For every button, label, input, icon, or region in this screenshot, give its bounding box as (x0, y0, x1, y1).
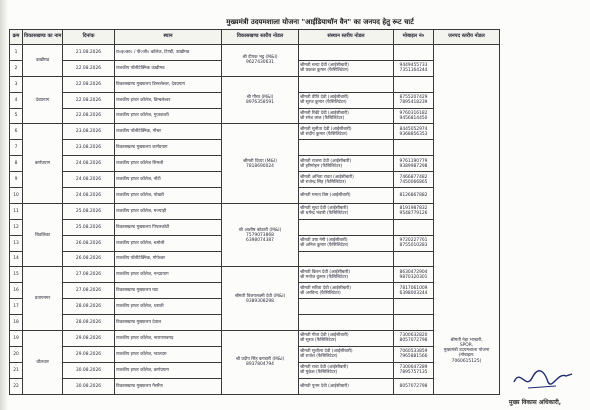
mobile-number: 8057072798 (399, 338, 428, 344)
block-nodal-line: 8976358591 (246, 100, 274, 106)
date-cell: 22.08.2026 (63, 92, 115, 108)
serial-cell: 6 (10, 124, 23, 140)
table-row (10, 267, 500, 283)
mobile-cell (394, 124, 434, 140)
location-cell: विकासखण्ड मुख्यालय घाट (115, 283, 222, 299)
mobile-cell (394, 235, 434, 251)
mobile-number: 8755010283 (399, 243, 428, 249)
header-cell: मोबाइल नं० (394, 30, 434, 45)
institute-nodal-line: श्री प्रकाश कुमार (फैसिलिटेटर) (300, 68, 349, 74)
mobile-cell (394, 203, 434, 219)
document-title: मुख्यमंत्री उदयमशाला योजना "आईडियाथॉन वैन" का जनपद हेतु रूट चार्ट (226, 18, 414, 26)
institute-nodal-cell (299, 140, 394, 156)
mobile-number: 7300647289 (399, 365, 428, 371)
location-cell: राजकीय इण्टर कॉलेज, थराली (115, 299, 222, 315)
institute-nodal-line: श्रीमती राजना देवी (आईसीबारी) (300, 158, 352, 164)
mobile-number: 8755207429 (399, 95, 428, 101)
serial-cell: 2 (10, 60, 23, 76)
location-cell: राजकीय इण्टर कॉलेज, कर्णप्रयाग (115, 362, 222, 378)
route-chart-table (9, 29, 500, 395)
institute-nodal-line: श्री राजेन्द्र सिंह (फैसिलिटेटर) (300, 179, 347, 185)
header-cell: दिनांक (63, 30, 115, 45)
location-cell: राजकीय इण्टर कॉलेज, पोखरी (115, 188, 222, 204)
mobile-cell (394, 76, 434, 92)
block-name-cell: देवप्रयाग (23, 76, 63, 124)
institute-nodal-cell (299, 124, 394, 140)
table-row (10, 331, 500, 347)
block-nodal-line: श्री प्रदीप सिंह कण्डारी (M&I) (235, 357, 285, 363)
mobile-cell (394, 156, 434, 172)
scan-edge-shadow (0, 0, 8, 410)
block-nodal-line: श्री आशीष कोठारी (M&I) (238, 227, 282, 233)
mobile-number: 7895418239 (399, 100, 428, 106)
mobile-number: 7466877482 (399, 174, 428, 180)
block-name-cell: थौलधार (23, 331, 63, 395)
mobile-number: 8191987832 (399, 206, 428, 212)
block-name-cell: कर्णप्रयाग (23, 124, 63, 203)
mobile-number: 8445052974 (399, 126, 428, 132)
mobile-cell (394, 267, 434, 283)
mobile-number: 7300632820 (399, 333, 428, 339)
block-nodal-line: 6398074387 (246, 237, 274, 243)
district-nodal-line: (मोबाइल: (458, 353, 475, 359)
block-nodal-cell (222, 331, 299, 395)
signatory-designation: मुख्य विकास अधिकारी, (508, 399, 562, 406)
block-nodal-cell (222, 267, 299, 331)
serial-cell: 21 (10, 362, 23, 378)
block-nodal-line: 9627430631 (246, 60, 274, 66)
block-nodal-cell (222, 203, 299, 267)
serial-cell: 12 (10, 219, 23, 235)
mobile-number: 9760316182 (399, 110, 428, 116)
date-cell: 21.08.2026 (63, 45, 115, 61)
mobile-cell (394, 251, 434, 267)
date-cell: 27.08.2026 (63, 283, 115, 299)
institute-nodal-cell (299, 156, 394, 172)
serial-cell: 17 (10, 299, 23, 315)
serial-cell: 16 (10, 283, 23, 299)
institute-nodal-cell (299, 45, 394, 61)
block-nodal-cell (222, 124, 299, 203)
block-nodal-line: श्रीमती दिव्या (M&I) (243, 158, 277, 164)
serial-cell: 4 (10, 92, 23, 108)
location-cell: राजकीय इण्टर कॉलेज, डिम्बलेश्वर (115, 92, 222, 108)
district-nodal-line: श्रीमती नेहा भण्डारी, (450, 338, 483, 344)
institute-nodal-cell (299, 172, 394, 188)
district-nodal-line: मुख्यमंत्री उदयमशाला योजना (443, 348, 490, 354)
mobile-cell (394, 331, 434, 347)
serial-cell: 15 (10, 267, 23, 283)
date-cell: 24.08.2026 (63, 156, 115, 172)
mobile-number: 7817061009 (399, 285, 428, 291)
institute-nodal-cell (299, 203, 394, 219)
mobile-cell (394, 219, 434, 235)
institute-nodal-line: श्रीमती सुधा देवी (आईसीबारी) (300, 206, 349, 212)
location-cell: रा०इ०का० / पी०जी० कॉलेज, टिण्डी, ऊखीमठ (115, 45, 222, 61)
institute-nodal-line: श्री राजेश (फैसिलिटेटर) (300, 354, 338, 360)
institute-nodal-cell (299, 92, 394, 108)
mobile-number: 8630472904 (399, 269, 428, 275)
header-cell: स्थान (115, 30, 222, 45)
mobile-number: 9368856353 (399, 131, 428, 137)
mobile-cell (394, 346, 434, 362)
mobile-number: 9548779126 (399, 211, 428, 217)
location-cell: राजकीय इण्टर कॉलेज, नारायणबगड़ (115, 331, 222, 347)
serial-cell: 5 (10, 108, 23, 124)
mobile-cell (394, 283, 434, 299)
block-name-cell: प्रतापनगर (23, 267, 63, 331)
block-nodal-line: श्री दीपक भट्ट (M&I) (242, 55, 278, 61)
date-cell: 29.08.2026 (63, 331, 115, 347)
location-cell: विकासखण्ड मुख्यालय पिपलकोटी (115, 219, 222, 235)
block-nodal-line: 8937804794 (246, 362, 274, 368)
mobile-cell (394, 299, 434, 315)
mobile-cell (394, 378, 434, 394)
institute-nodal-line: श्री सूरज कुमार (फैसिलिटेटर) (300, 100, 347, 106)
mobile-number: 9389987298 (399, 163, 428, 169)
institute-nodal-cell (299, 60, 394, 76)
block-nodal-cell (222, 45, 299, 77)
location-cell: विकासखण्ड मुख्यालय गैरसैंण (115, 378, 222, 394)
date-cell: 24.08.2026 (63, 188, 115, 204)
location-cell: राजकीय इण्टर कॉलेज, चमोली (115, 235, 222, 251)
district-nodal-cell (434, 45, 500, 395)
institute-nodal-line: श्रीमती अनिता रावत (आईसीबारी) (300, 174, 354, 180)
mobile-cell (394, 45, 434, 61)
district-nodal-line: 7060615125) (451, 358, 482, 364)
date-cell: 30.08.2026 (63, 362, 115, 378)
mobile-cell (394, 188, 434, 204)
mobile-number: 9720227761 (399, 238, 428, 244)
location-cell: राजकीय पॉलीटेक्निक, गोपेश्वर (115, 251, 222, 267)
location-cell: राजकीय इण्टर कॉलेज, गुप्तकाशी (115, 108, 222, 124)
serial-cell: 8 (10, 156, 23, 172)
date-cell: 26.08.2026 (63, 235, 115, 251)
location-cell: विकासखण्ड मुख्यालय डिम्बलेश्वर, देवप्रयाग (115, 76, 222, 92)
serial-cell: 1 (10, 45, 23, 61)
serial-cell: 13 (10, 235, 23, 251)
date-cell: 22.08.2026 (63, 60, 115, 76)
mobile-cell (394, 172, 434, 188)
institute-nodal-line: श्री मुकेश (फैसिलिटेटर) (300, 370, 338, 376)
date-cell: 27.08.2026 (63, 267, 115, 283)
institute-nodal-line: श्री अनिल कुमार (फैसिलिटेटर) (300, 243, 349, 249)
institute-nodal-cell (299, 235, 394, 251)
institute-nodal-line: श्रीमती सरिता देवी (आईसीबारी) (300, 285, 351, 291)
institute-nodal-line: श्रीमती सुशीला देवी (आईसीबारी) (300, 349, 353, 355)
date-cell: 22.08.2026 (63, 108, 115, 124)
date-cell: 29.08.2026 (63, 346, 115, 362)
block-nodal-line: 9389308298 (246, 298, 274, 304)
block-nodal-line: 7579073868 (246, 232, 274, 238)
header-cell: संस्थान स्तरीय नोडल (299, 30, 394, 45)
institute-nodal-cell (299, 76, 394, 92)
institute-nodal-cell (299, 346, 394, 362)
serial-cell: 20 (10, 346, 23, 362)
mobile-number: 7965881566 (399, 354, 428, 360)
institute-nodal-cell (299, 299, 394, 315)
mobile-number: 9870320301 (399, 274, 428, 280)
serial-cell: 22 (10, 378, 23, 394)
mobile-number: 8126867882 (399, 192, 428, 198)
serial-cell: 14 (10, 251, 23, 267)
date-cell: 23.08.2026 (63, 140, 115, 156)
serial-cell: 3 (10, 76, 23, 92)
serial-cell: 9 (10, 172, 23, 188)
institute-nodal-line: श्रीमती पूनम देवी (आईसीबारी) (300, 383, 349, 389)
mobile-number: 8057072798 (399, 383, 428, 389)
mobile-cell (394, 315, 434, 331)
location-cell: राजकीय इण्टर कॉलेज, नन्दप्रयाग (115, 267, 222, 283)
mobile-number: 7895757135 (399, 370, 428, 376)
date-cell: 23.08.2026 (63, 124, 115, 140)
institute-nodal-line: श्री रमेश लाल (फैसिलिटेटर) (300, 116, 345, 121)
location-cell: राजकीय इण्टर कॉलेज, ग्वालदम (115, 346, 222, 362)
header-cell: क्रम (10, 30, 23, 45)
block-nodal-line: 7818690024 (246, 163, 274, 169)
institute-nodal-line: श्रीमती प्रीति देवी (आईसीबारी) (300, 95, 349, 101)
date-cell: 25.08.2026 (63, 203, 115, 219)
mobile-number: 6398003244 (399, 290, 428, 296)
location-cell: विकासखण्ड मुख्यालय कर्णप्रयाग (115, 140, 222, 156)
header-cell: विकासखण्ड का नाम (23, 30, 63, 45)
date-cell: 28.08.2026 (63, 315, 115, 331)
table-row (10, 124, 500, 140)
institute-nodal-cell (299, 362, 394, 378)
institute-nodal-cell (299, 378, 394, 394)
institute-nodal-line: श्री सूरज (फैसिलिटेटर) (300, 338, 337, 344)
district-nodal-line: SPOR, (459, 343, 474, 349)
table-row (10, 203, 500, 219)
block-name-cell: चिडलिका (23, 203, 63, 267)
institute-nodal-cell (299, 315, 394, 331)
date-cell: 25.08.2026 (63, 219, 115, 235)
block-nodal-cell (222, 76, 299, 124)
serial-cell: 7 (10, 140, 23, 156)
institute-nodal-line: श्रीमती ममता बिष्ट (आईसीबारी) (300, 192, 351, 198)
mobile-number: 7060533859 (399, 349, 428, 355)
date-cell: 26.08.2026 (63, 251, 115, 267)
mobile-cell (394, 92, 434, 108)
serial-cell: 11 (10, 203, 23, 219)
location-cell: राजकीय पॉलीटेक्निक ऊखीमठ (115, 60, 222, 76)
block-name-cell: ऊखीमठ (23, 45, 63, 77)
institute-nodal-cell (299, 251, 394, 267)
institute-nodal-line: श्रीमती गीता देवी (आईसीबारी) (300, 333, 349, 339)
mobile-number: 7351164244 (399, 68, 428, 74)
mobile-number: 9449455733 (399, 63, 428, 69)
mobile-number: 9456814450 (399, 116, 428, 121)
block-nodal-line: श्रीमती विजयलक्ष्मी देवी (M&I) (234, 293, 286, 299)
institute-nodal-line: श्रीमती रिंकी देवी (आईसीबारी) (300, 110, 349, 116)
institute-nodal-line: श्रीमती चन्दा देवी (आईसीबारी) (300, 63, 349, 69)
date-cell: 22.08.2026 (63, 76, 115, 92)
serial-cell: 18 (10, 315, 23, 331)
institute-nodal-cell (299, 108, 394, 124)
block-nodal-line: श्री गौरव (M&I) (246, 95, 274, 101)
table-header-row (10, 30, 500, 45)
institute-nodal-line: श्रीमती सुनीता देवी (आईसीबारी) (300, 126, 352, 132)
location-cell: विकासखण्ड मुख्यालय देवाल (115, 315, 222, 331)
mobile-cell (394, 362, 434, 378)
institute-nodal-line: श्रीमती किरन देवी (आईसीबारी) (300, 269, 351, 275)
table-row (10, 76, 500, 92)
location-cell: राजकीय इण्टर कॉलेज, मज्याड़ी (115, 203, 222, 219)
institute-nodal-line: श्रीमती राधा देवी (आईसीबारी) (300, 365, 349, 371)
institute-nodal-line: श्री हरिमोहन (फैसिलिटेटर) (300, 163, 343, 169)
institute-nodal-cell (299, 283, 394, 299)
table-row (10, 45, 500, 61)
serial-cell: 10 (10, 188, 23, 204)
location-cell: राजकीय इण्टर कॉलेज, नौटी (115, 172, 222, 188)
institute-nodal-line: श्री संदीप कुमार (फैसिलिटेटर) (300, 131, 348, 137)
signature-mark (508, 360, 578, 394)
location-cell: राजकीय इण्टर कॉलेज सिमली (115, 156, 222, 172)
institute-nodal-line: श्री धर्मेन्द्र भंडारी (फैसिलिटेटर) (300, 211, 349, 217)
date-cell: 28.08.2026 (63, 299, 115, 315)
mobile-number: 7450066865 (399, 179, 428, 185)
header-cell: जनपद स्तरीय नोडल (434, 30, 500, 45)
institute-nodal-cell (299, 267, 394, 283)
date-cell: 30.08.2026 (63, 378, 115, 394)
institute-nodal-line: श्री मनोज कुमार (फैसिलिटेटर) (300, 274, 349, 280)
serial-cell: 19 (10, 331, 23, 347)
date-cell: 24.08.2026 (63, 172, 115, 188)
header-cell: विकासखण्ड स्तरीय नोडल (222, 30, 299, 45)
mobile-cell (394, 60, 434, 76)
institute-nodal-cell (299, 331, 394, 347)
institute-nodal-cell (299, 219, 394, 235)
mobile-cell (394, 108, 434, 124)
mobile-number: 9761190779 (399, 158, 428, 164)
institute-nodal-cell (299, 188, 394, 204)
institute-nodal-line: श्रीमती उषा नेगी (आईसीबारी) (300, 238, 348, 244)
location-cell: राजकीय पॉलीटेक्निक, गौचर (115, 124, 222, 140)
institute-nodal-line: श्री अरविन्द (फैसिलिटेटर) (300, 290, 341, 296)
mobile-cell (394, 140, 434, 156)
